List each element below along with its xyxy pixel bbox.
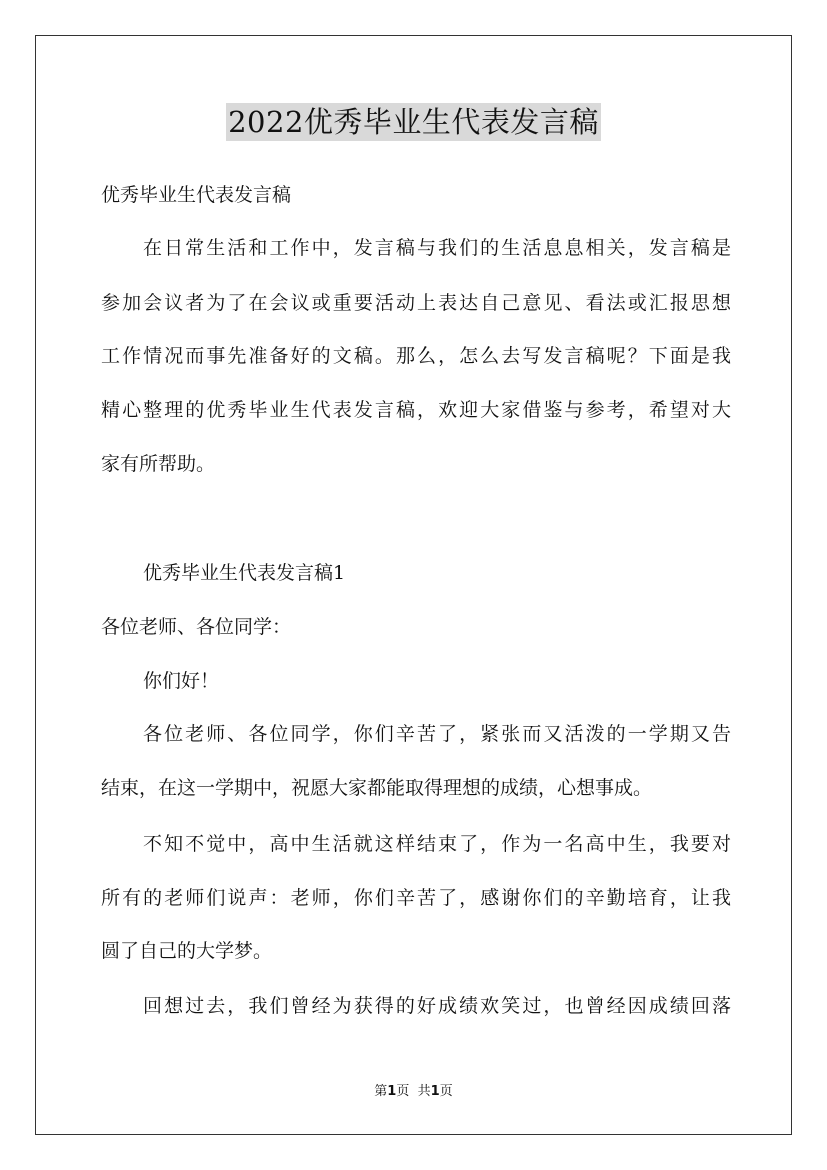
total-pages: 1 — [430, 1084, 440, 1099]
section-heading: 优秀毕业生代表发言稿1 — [143, 562, 346, 584]
paragraph-line: 回想过去，我们曾经为获得的好成绩欢笑过，也曾经因成绩回落 — [143, 995, 731, 1017]
paragraph-line: 在日常生活和工作中，发言稿与我们的生活息息相关，发言稿是 — [143, 237, 731, 259]
paragraph-line: 所有的老师们说声：老师，你们辛苦了，感谢你们的辛勤培育，让我 — [101, 887, 731, 909]
paragraph-line: 结束，在这一学期中，祝愿大家都能取得理想的成绩，心想事成。 — [101, 777, 653, 799]
paragraph-line: 参加会议者为了在会议或重要活动上表达自己意见、看法或汇报思想 — [101, 292, 731, 314]
paragraph-line: 圆了自己的大学梦。 — [101, 940, 273, 962]
title-wrapper — [0, 103, 827, 141]
page-footer — [0, 1083, 827, 1101]
total-prefix: 共 — [417, 1084, 431, 1099]
page-number: 1 — [387, 1084, 397, 1099]
document-title: 2022优秀毕业生代表发言稿 — [228, 105, 599, 139]
paragraph-line: 各位老师、各位同学，你们辛苦了，紧张而又活泼的一学期又告 — [143, 723, 731, 745]
page-prefix: 第 — [374, 1084, 388, 1099]
greeting: 你们好！ — [143, 670, 220, 692]
salutation: 各位老师、各位同学： — [101, 616, 292, 638]
subtitle-line: 优秀毕业生代表发言稿 — [101, 184, 292, 206]
total-suffix: 页 — [439, 1084, 453, 1099]
paragraph-line: 不知不觉中，高中生活就这样结束了，作为一名高中生，我要对 — [143, 833, 731, 855]
page-suffix: 页 — [396, 1084, 410, 1099]
paragraph-line: 精心整理的优秀毕业生代表发言稿，欢迎大家借鉴与参考，希望对大 — [101, 399, 731, 421]
paragraph-line: 工作情况而事先准备好的文稿。那么，怎么去写发言稿呢？下面是我 — [101, 345, 731, 367]
paragraph-line: 家有所帮助。 — [101, 453, 216, 475]
